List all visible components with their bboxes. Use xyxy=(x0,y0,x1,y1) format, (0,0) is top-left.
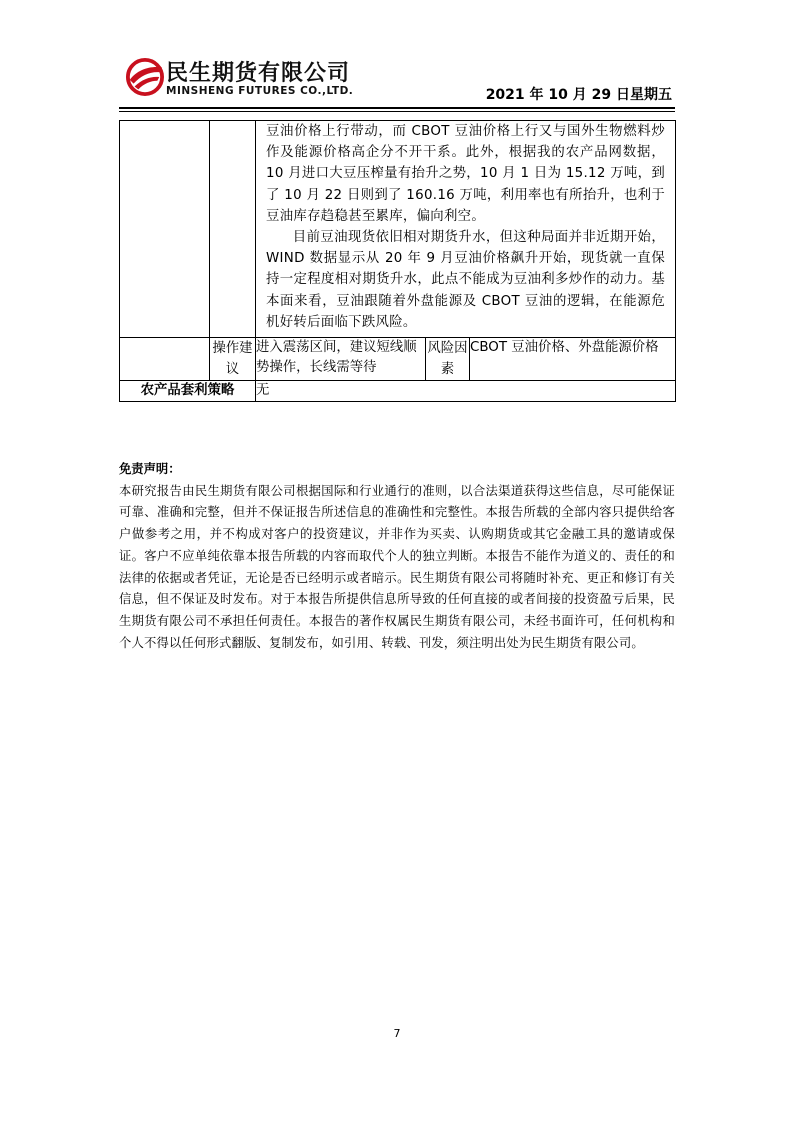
disclaimer-title: 免责声明： xyxy=(119,462,181,476)
category-cell xyxy=(120,121,210,338)
strategy-label: 农产品套利策略 xyxy=(120,381,256,402)
risk-label: 风险因素 xyxy=(426,338,470,381)
analysis-row xyxy=(120,121,676,338)
strategy-value: 无 xyxy=(256,381,676,402)
strategy-row xyxy=(120,381,676,402)
report-date: 2021 年 10 月 29 日星期五 xyxy=(485,87,672,103)
risk-factors: CBOT 豆油价格、外盘能源价格 xyxy=(470,338,676,381)
minsheng-logo-icon xyxy=(126,58,164,96)
operation-row xyxy=(120,338,676,381)
report-table xyxy=(119,120,676,402)
category-cell xyxy=(120,338,210,381)
analysis-paragraph: 目前豆油现货依旧相对期货升水，但这种局面并非近期开始，WIND 数据显示从 20 年 9 月豆油价格飙升开始，现货就一直保持一定程度相对期货升水，此点不能成为豆油利多炒作的动力。基本面来看，豆油跟随着外盘能源及 CBOT 豆油的逻辑，在能源危机好转后面临下跌风险。 xyxy=(266,230,666,330)
disclaimer-body: 本研究报告由民生期货有限公司根据国际和行业通行的准则，以合法渠道获得这些信息，尽可能保证可靠、准确和完整，但并不保证报告所述信息的准确性和完整性。本报告所载的全部内容只提供给客户做参考之用，并不构成对客户的投资建议，并非作为买卖、认购期货或其它金融工具的邀请或保证。客户不应单纯依靠本报告所载的内容而取代个人的独立判断。本报告不能作为道义的、责任的和法律的依据或者凭证，无论是否已经明示或者暗示。民生期货有限公司将随时补充、更正和修订有关信息，但不保证及时发布。对于本报告所提供信息所导致的任何直接的或者间接的投资盈亏后果，民生期货有限公司不承担任何责任。本报告的著作权属民生期货有限公司，未经书面许可，任何机构和个人不得以任何形式翻版、复制发布，如引用、转载、刊发，须注明出处为民生期货有限公司。 xyxy=(119,483,675,650)
header-divider-thin xyxy=(119,111,675,112)
analysis-paragraph: 豆油价格上行带动，而 CBOT 豆油价格上行又与国外生物燃料炒作及能源价格高企分不开干系。此外，根据我的农产品网数据，10 月进口大豆压榨量有抬升之势，10 月 1 日为 15.12 万吨，到了 10 月 22 日则到了 160.16 万吨，利用率也有所抬升，也利于豆油库存趋稳甚至累库，偏向利空。 xyxy=(266,124,666,224)
company-name-cn: 民生期货有限公司 xyxy=(166,61,351,86)
company-name-en: MINSHENG FUTURES CO.,LTD. xyxy=(166,85,354,97)
disclaimer-section xyxy=(119,459,675,654)
subcategory-cell xyxy=(210,121,256,338)
analysis-cell xyxy=(256,121,676,338)
header-divider xyxy=(119,107,675,109)
operation-advice: 进入震荡区间，建议短线顺势操作，长线需等待 xyxy=(256,338,426,381)
company-logo xyxy=(126,56,366,100)
operation-label: 操作建议 xyxy=(210,338,256,381)
page-number: 7 xyxy=(393,1027,401,1040)
